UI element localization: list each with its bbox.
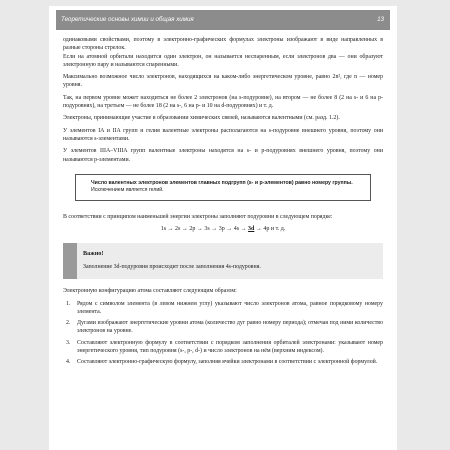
page-number: 13 (377, 16, 384, 23)
filling-order-formula (63, 225, 383, 233)
paragraph: одинаковыми свойствами, поэтому в электронно-графических формулах электроны изображают в виде направленных в разные стороны стрелок. (63, 37, 383, 52)
paragraph: Так, на первом уровне может находиться не более 2 электронов (на s-подуровне), на втором — не более 8 (2 на s- и 6 на p-подуровнях), на третьем — не более 18 (2 на s-, 6 на p- и 10 на d-подуровнях) и т. д. (63, 94, 383, 110)
list-text: Дугами изображают энергетические уровни атома (количество дуг равно номеру периода); отмечая под ними количество электронов на уровне. (77, 320, 383, 335)
page-header (56, 10, 390, 30)
rule-box-bold: Число валентных электронов элементов главных подгрупп (s- и p-элементов) равно номеру группы. (91, 179, 353, 186)
formula-part: → 4p и т. д. (254, 225, 286, 232)
callout-title: Важно! (83, 250, 104, 258)
list-item (63, 358, 383, 366)
list-item (63, 300, 383, 317)
list-item (63, 319, 383, 336)
list-number: 4. (66, 359, 71, 366)
paragraph: В соответствии с принципом наименьшей энергии электроны заполняют подуровни в следующем порядке: (63, 213, 333, 220)
running-title: Теоретические основы химии и общая химия (61, 16, 194, 23)
list-number: 1. (66, 300, 71, 307)
paragraph: Если на атомной орбитали находится один электрон, он называется неспаренным, если электронов два — они образуют электронную пару и называются спаренными. (63, 53, 383, 68)
paragraph: У элементов IIIA–VIIIA групп валентные электроны находятся на s- и p-подуровнях внешнего уровня, поэтому они называются p-элементами. (63, 148, 383, 163)
formula-part: 1s → 2s → 2p → 3s → 3p → 4s → (160, 225, 249, 232)
steps-list (63, 300, 383, 367)
list-number: 3. (66, 339, 71, 346)
page-body (63, 36, 383, 370)
paragraph: У элементов IA и IIA групп и гелия валентные электроны располагаются на s-подуровне внешнего уровня, поэтому они называются s-элементами. (63, 127, 383, 142)
important-callout (63, 243, 383, 279)
rule-box (75, 174, 371, 201)
paragraph: Электроны, принимающие участие в образовании химических связей, называются валентными (см. разд. 1.2). (63, 115, 340, 122)
callout-bar (63, 243, 77, 279)
formula-highlight: 3d (248, 225, 255, 232)
list-number: 2. (66, 320, 71, 327)
book-page (49, 6, 397, 450)
list-text: Рядом с символом элемента (в левом нижнем углу) указывают число электронов атома, равное порядковому номеру элемента. (77, 300, 383, 315)
paragraph: Максимально возможное число электронов, находящихся на каком-либо энергетическом уровне, равно 2n², где n — номер уровня. (63, 74, 383, 89)
list-item (63, 339, 383, 356)
callout-text: Заполнение 3d-подуровня происходит после заполнения 4s-подуровня. (83, 264, 261, 271)
paragraph: Электронную конфигурацию атома составляют следующим образом: (63, 288, 237, 295)
list-text: Составляют электронную формулу в соответствии с порядком заполнения орбиталей электронами: указывают номер энергетического уровня, тип подуровня (s-, p-, d-) и число электронов на нём (верхним индексом). (77, 339, 383, 355)
list-text: Составляют электронно-графическую формулу, заполняя ячейки электронами в соответствии с электронной формулой. (77, 359, 378, 366)
rule-box-note: Исключением является гелий. (91, 187, 164, 194)
